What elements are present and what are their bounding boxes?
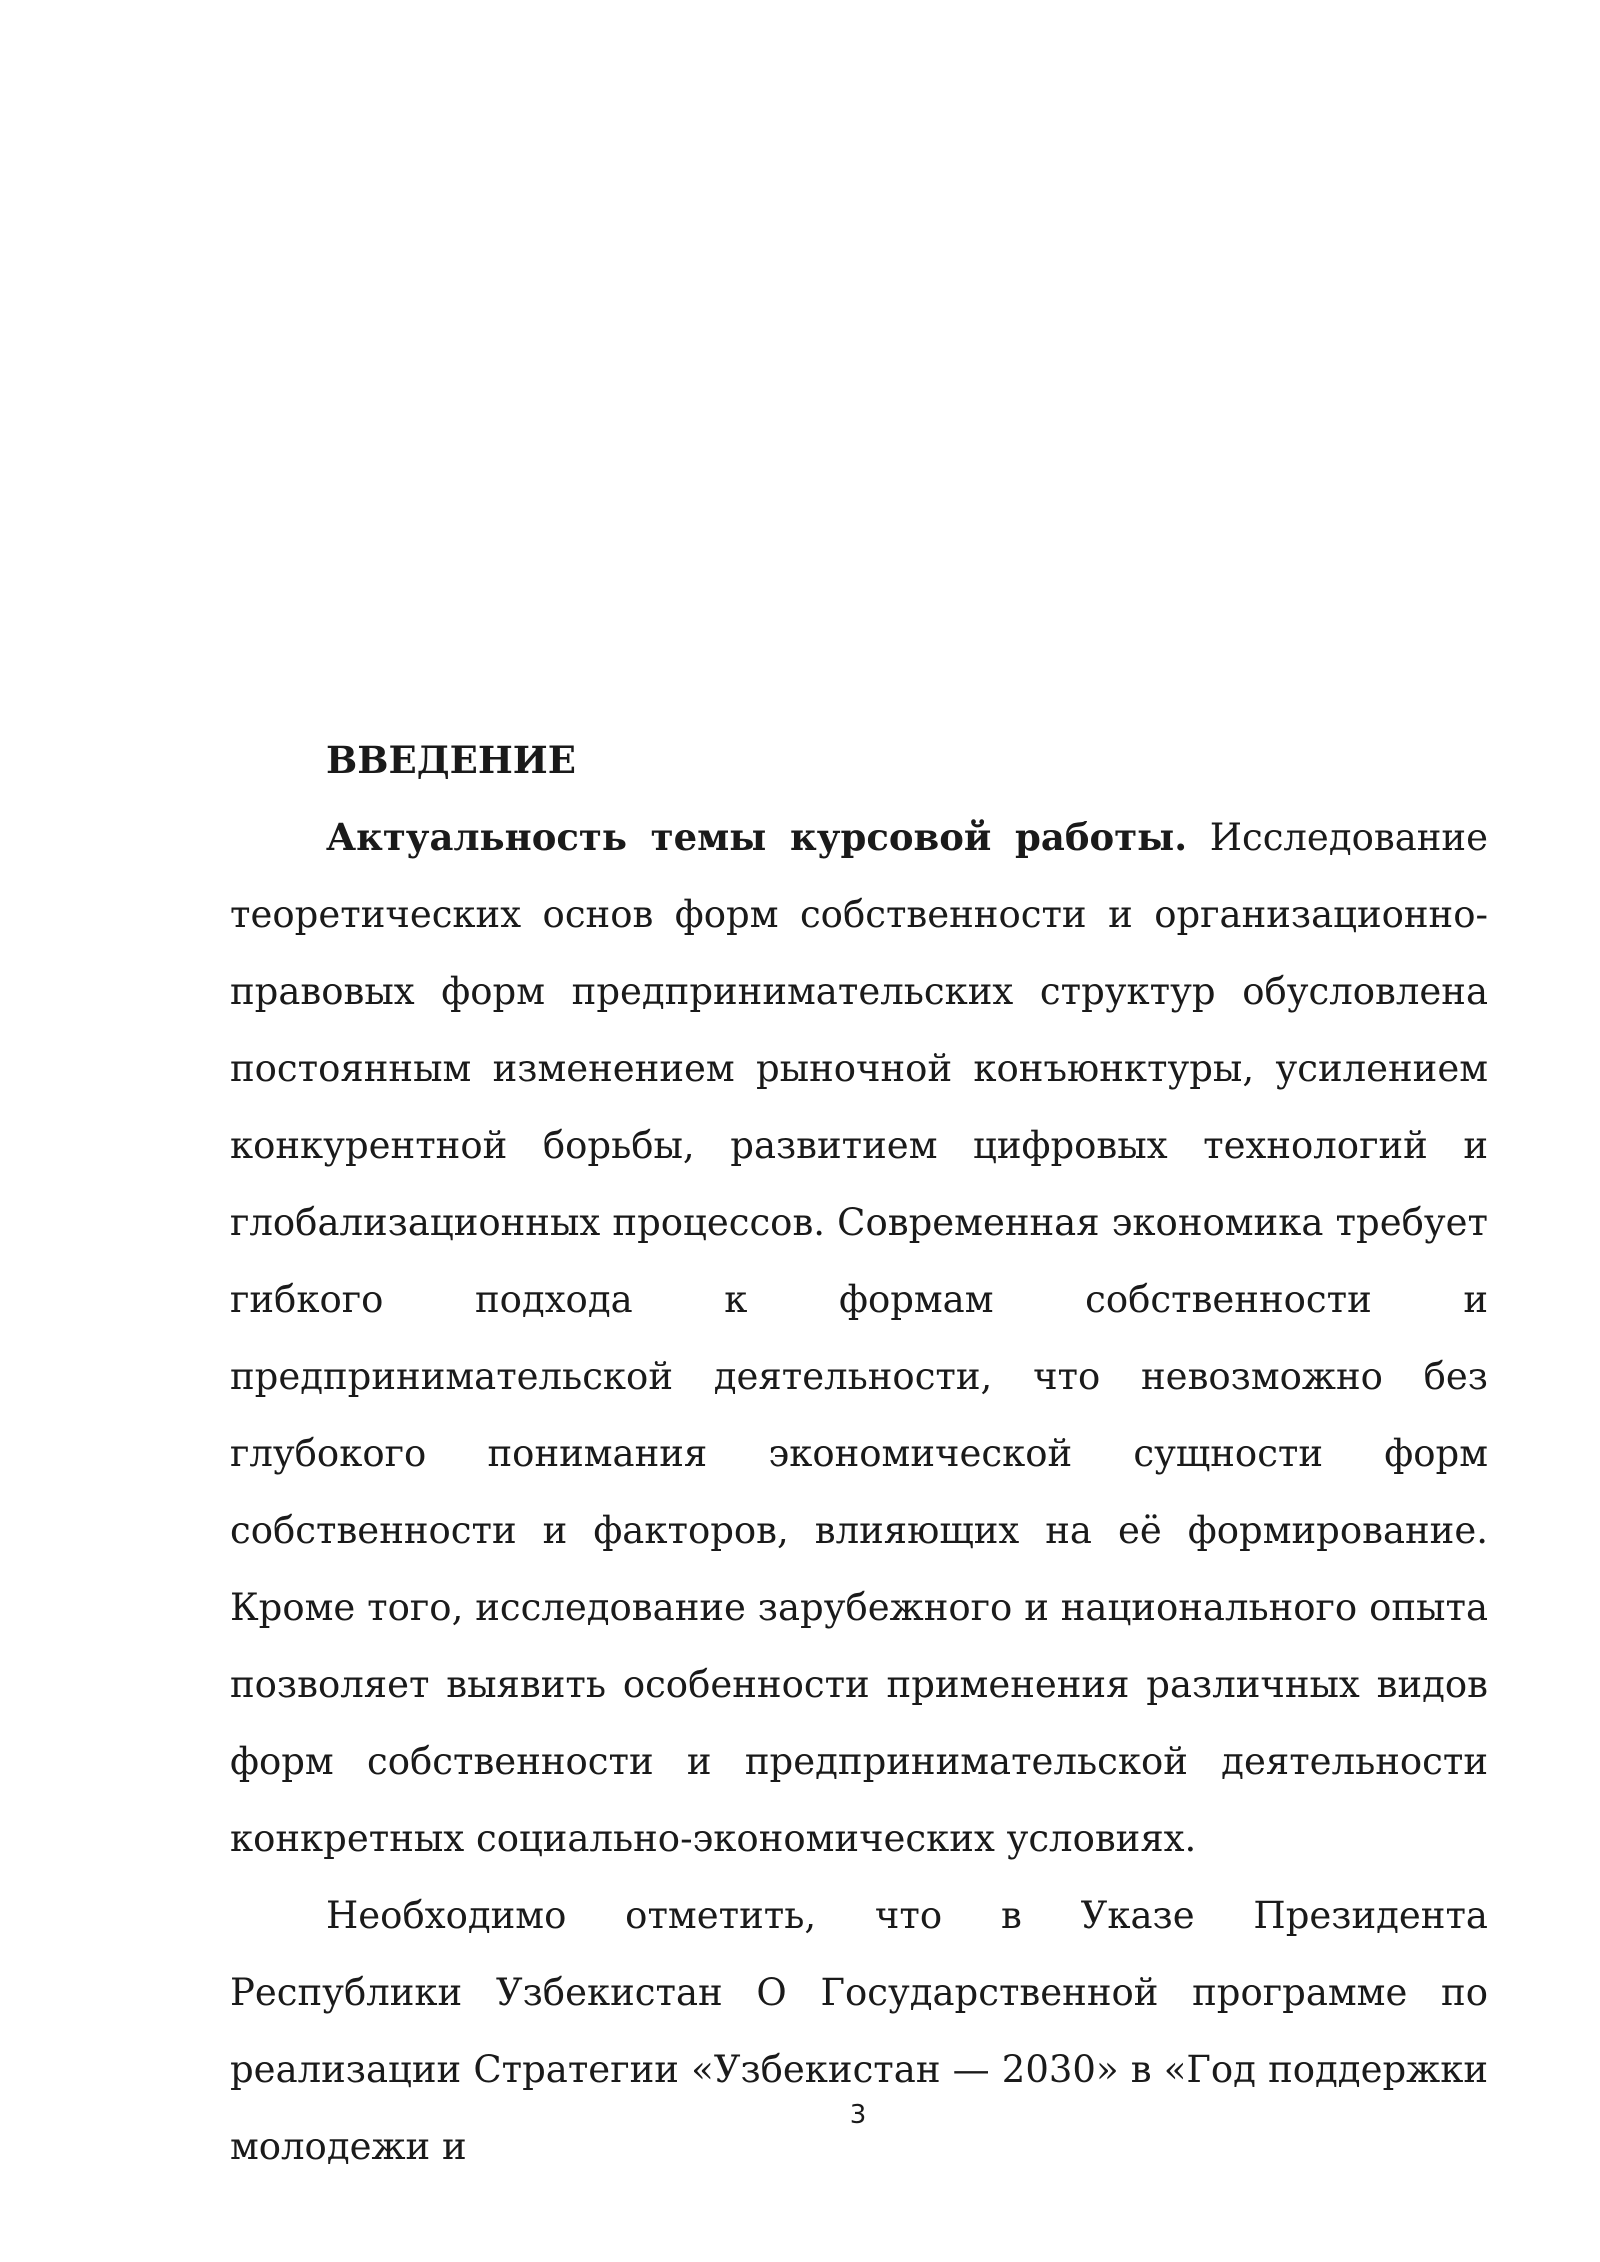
section-heading: ВВЕДЕНИЕ bbox=[326, 738, 576, 782]
paragraph-text: Исследование теоретических основ форм собственности и организационно-правовых форм предпринимательских структур обусловлена постоянным изменением рыночной конъюнктуры, усилением конкурентной борьбы, развитием цифровых технологий и глобализационных процессов. Современная экономика требует гибкого подхода к формам собственности и предпринимательской деятельности, что невозможно без глубокого понимания экономической сущности форм собственности и факторов, влияющих на её формирование. Кроме того, исследование зарубежного и национального опыта позволяет выявить особенности применения различных видов форм собственности и предпринимательской деятельности конкретных социально-экономических условиях. bbox=[230, 816, 1488, 1860]
paragraph-relevance bbox=[230, 799, 1488, 1877]
page-body bbox=[230, 722, 1488, 2185]
paragraph-decree: Необходимо отметить, что в Указе Президента Республики Узбекистан О Государственной программе по реализации Стратегии «Узбекистан — 2030» в «Год поддержки молодежи и bbox=[230, 1894, 1488, 2168]
page-number: 3 bbox=[849, 2100, 867, 2130]
paragraph-lead: Актуальность темы курсовой работы. bbox=[326, 815, 1188, 859]
